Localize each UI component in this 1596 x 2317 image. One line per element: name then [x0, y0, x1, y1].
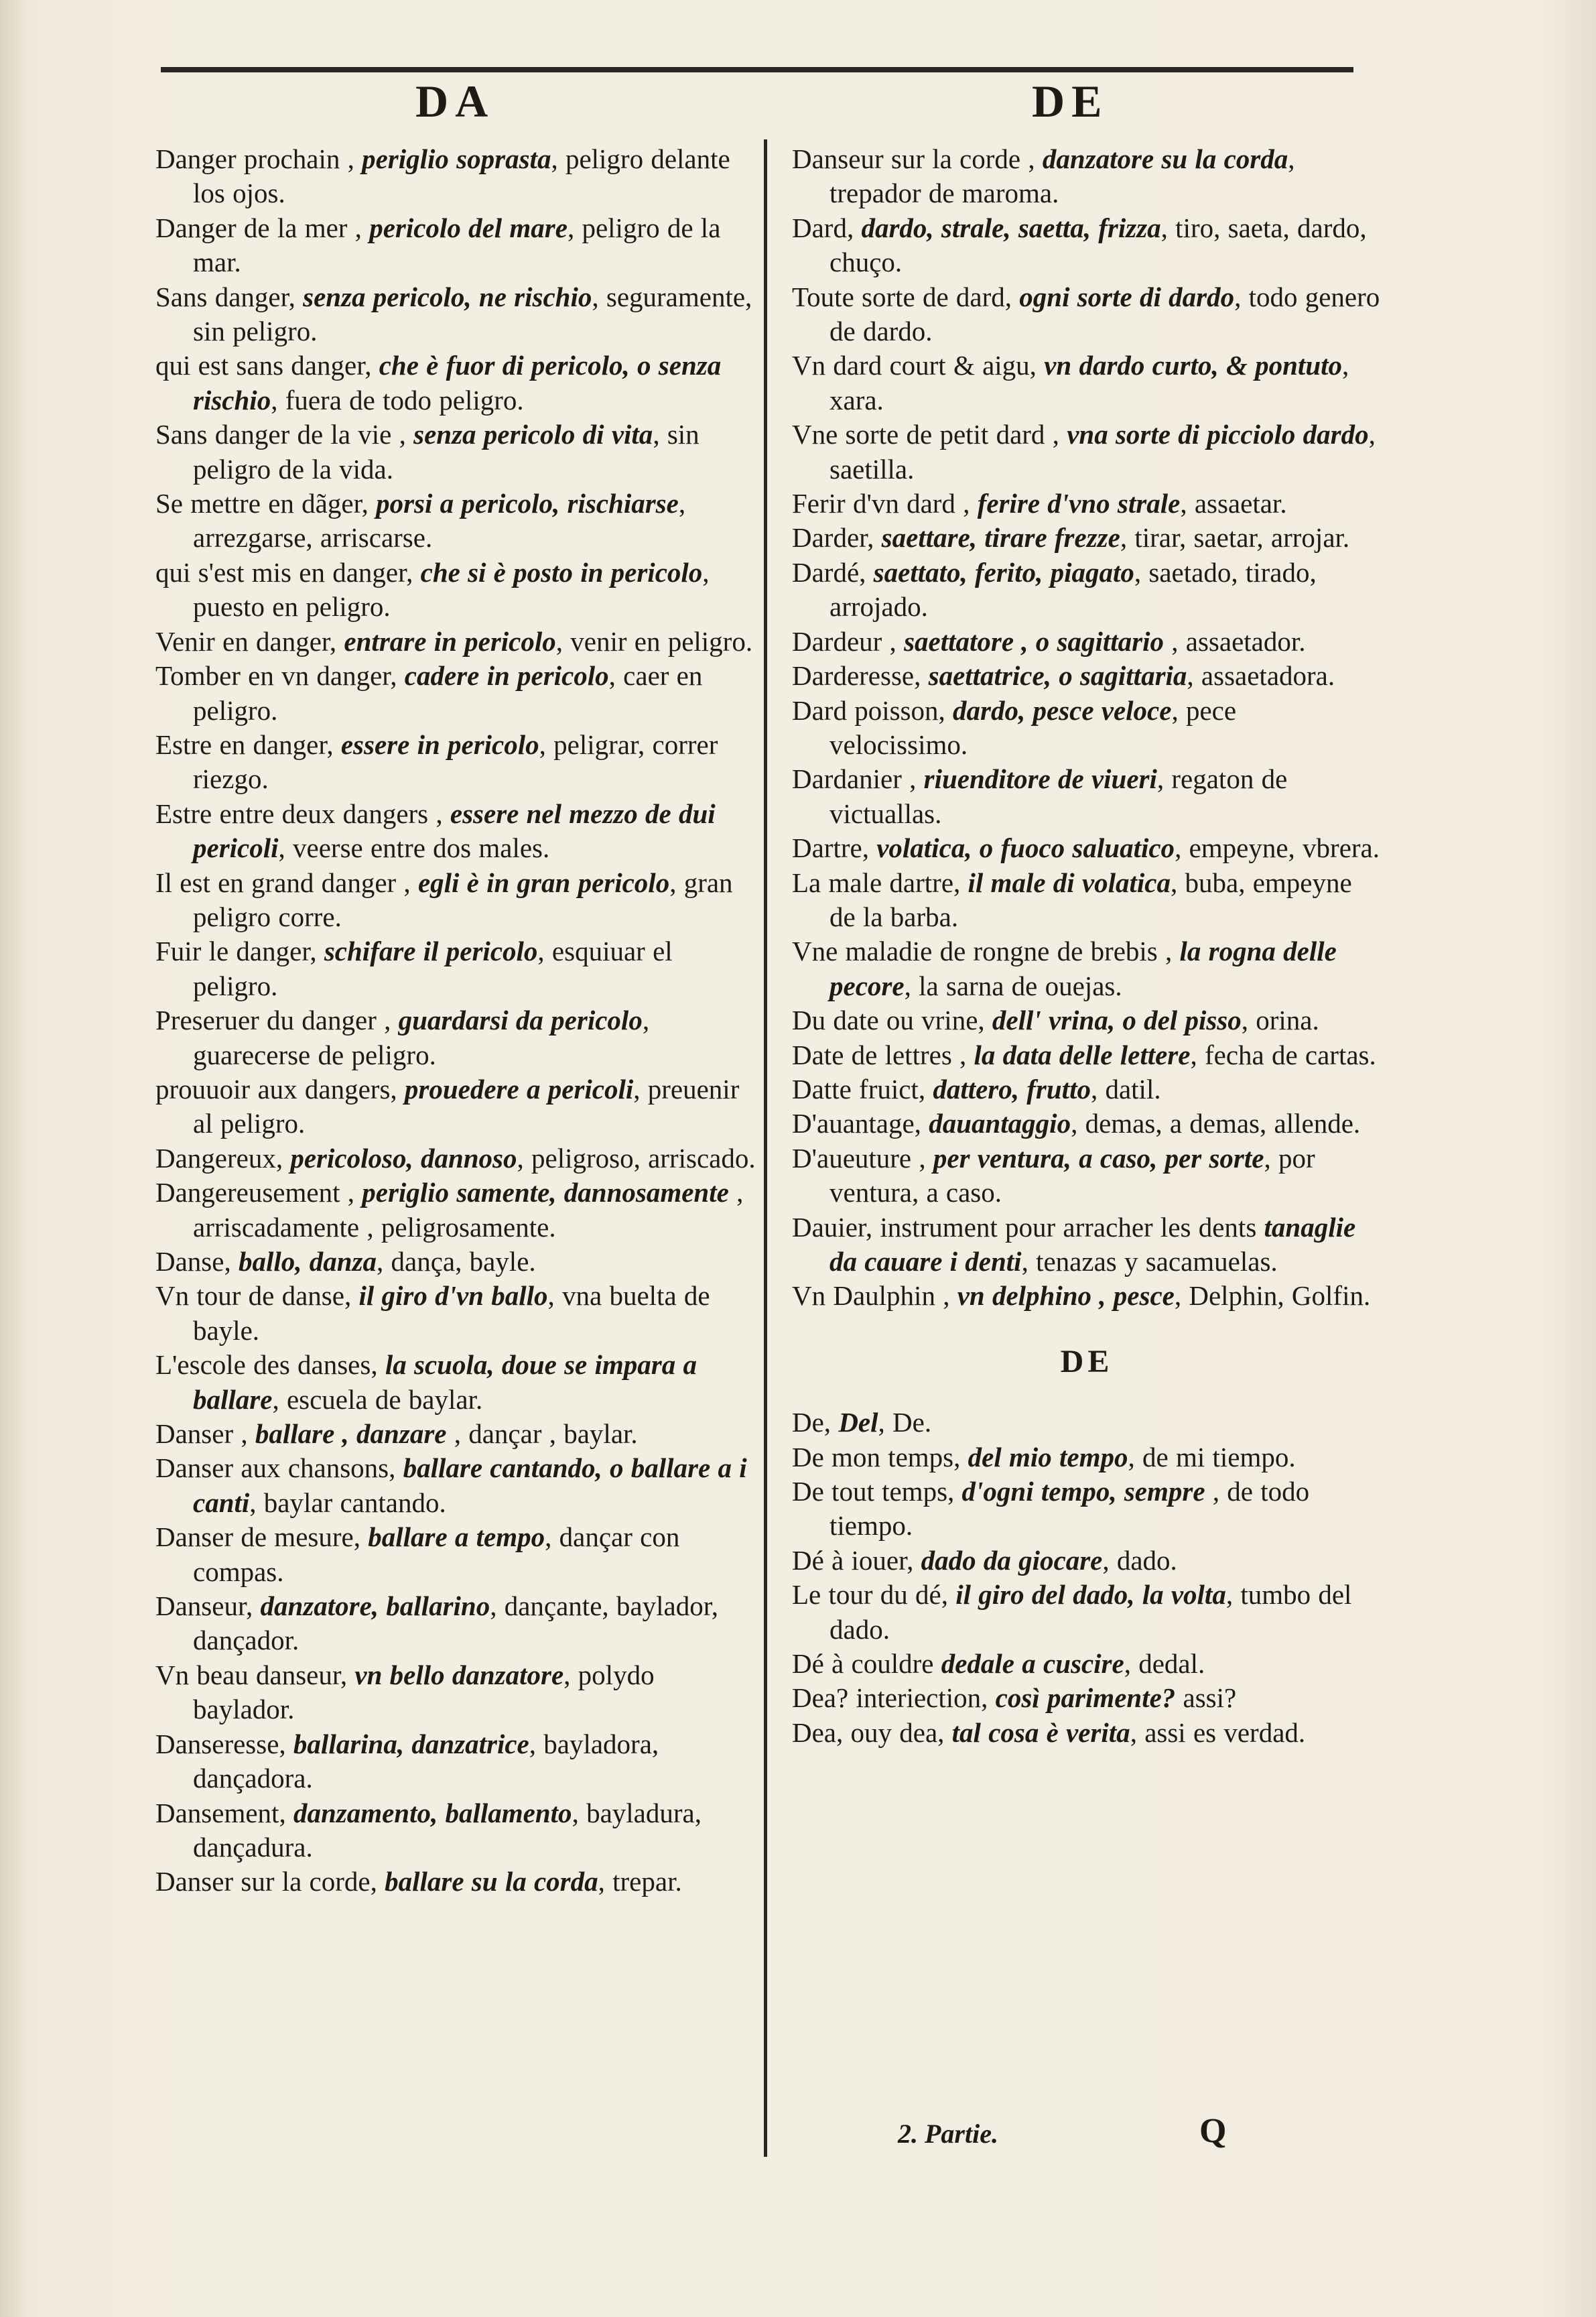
entry-italian: il male di volatica	[968, 867, 1171, 898]
entry-french: Dé à couldre	[792, 1648, 941, 1680]
entry-spanish: , polydo baylador.	[193, 1659, 655, 1725]
entry-italian: ferire d'vno strale	[977, 488, 1181, 519]
entry-italian: che è fuor di pericolo, o senza rischio	[193, 350, 722, 416]
dictionary-entry	[792, 1647, 1382, 1681]
entry-spanish: , dado.	[1102, 1544, 1177, 1576]
entry-spanish: , assaetar.	[1180, 488, 1287, 519]
dictionary-entry	[792, 1578, 1382, 1647]
entry-french: Vn tour de danse,	[155, 1280, 359, 1312]
entry-italian: così parimente?	[995, 1682, 1176, 1714]
dictionary-entry	[155, 1003, 758, 1072]
entry-spanish: , fecha de cartas.	[1190, 1039, 1376, 1070]
entry-italian: riuenditore de viueri	[923, 763, 1157, 795]
entry-spanish: , dedal.	[1124, 1648, 1205, 1680]
entry-italian: la scuola, doue se impara a ballare	[193, 1349, 697, 1415]
dictionary-entry	[155, 1279, 758, 1348]
entry-italian: periglio samente, dannosamente	[362, 1177, 729, 1208]
entry-french: Danser ,	[155, 1418, 255, 1450]
dictionary-entry	[792, 349, 1382, 418]
entry-spanish: , pece velocissimo.	[829, 694, 1237, 760]
entry-french: Sans danger de la vie ,	[155, 419, 414, 450]
entry-french: Venir en danger,	[155, 625, 344, 657]
dictionary-entry	[792, 521, 1382, 555]
entry-french: Estre en danger,	[155, 729, 341, 760]
entry-french: qui est sans danger,	[155, 350, 379, 381]
entry-italian: essere nel mezzo de dui pericoli	[193, 798, 716, 864]
entry-french: Danser aux chansons,	[155, 1452, 403, 1484]
entry-italian: dell' vrina, o del pisso	[992, 1005, 1242, 1036]
entry-french: Danseur,	[155, 1590, 261, 1622]
entry-italian: dattero, frutto	[933, 1073, 1091, 1105]
dictionary-entry	[792, 556, 1382, 625]
dictionary-entry	[155, 1589, 758, 1658]
entry-italian: ballare cantando, o ballare a i canti	[193, 1452, 747, 1518]
entry-italian: cadere in pericolo	[404, 660, 609, 692]
entry-spanish: , de mi tiempo.	[1128, 1441, 1296, 1473]
dictionary-entry	[155, 1245, 758, 1279]
left-column	[155, 142, 758, 1899]
entry-french: Danseresse,	[155, 1728, 293, 1759]
dictionary-entry	[155, 280, 758, 349]
dictionary-entry	[792, 1038, 1382, 1072]
entry-italian: d'ogni tempo, sempre	[961, 1476, 1205, 1507]
dictionary-entry	[155, 142, 758, 211]
entry-italian: periglio soprasta	[362, 143, 551, 174]
entry-italian: essere in pericolo	[340, 729, 539, 760]
entry-italian: senza pericolo di vita	[413, 419, 653, 450]
entry-french: Darderesse,	[792, 660, 929, 692]
entry-italian: saettare, tirare frezze	[881, 522, 1120, 554]
entry-spanish: , sin peligro de la vida.	[193, 419, 700, 485]
entry-spanish: , tumbo del dado.	[829, 1579, 1352, 1645]
entry-italian: vn delphino , pesce	[957, 1280, 1175, 1312]
entry-french: Dardeur ,	[792, 625, 905, 657]
dictionary-entry	[155, 1727, 758, 1796]
entry-spanish: , dançar con compas.	[193, 1521, 680, 1587]
dictionary-entry	[155, 659, 758, 728]
de-entries	[792, 1405, 1382, 1750]
entry-french: Du date ou vrine,	[792, 1005, 992, 1036]
entry-italian: tal cosa è verita	[951, 1716, 1130, 1748]
entry-italian: ballare , danzare	[255, 1418, 447, 1450]
entry-spanish: , caer en peligro.	[193, 660, 703, 726]
entry-french: Vne maladie de rongne de brebis ,	[792, 936, 1180, 967]
right-entries	[792, 142, 1382, 1314]
entry-spanish: , preuenir al peligro.	[193, 1073, 740, 1139]
entry-spanish: , vna buelta de bayle.	[193, 1280, 710, 1346]
entry-spanish: , venir en peligro.	[555, 625, 753, 657]
entry-french: Toute sorte de dard,	[792, 281, 1020, 312]
entry-spanish: , la sarna de ouejas.	[904, 970, 1122, 1001]
entry-french: Sans danger,	[155, 281, 304, 312]
entry-italian: la rogna delle pecore	[829, 936, 1337, 1001]
dictionary-entry	[155, 487, 758, 556]
entry-spanish: , trepar.	[598, 1866, 682, 1897]
entry-italian: per ventura, a caso, per sorte	[933, 1142, 1264, 1174]
column-divider	[764, 139, 767, 2157]
entry-italian: Del	[838, 1407, 878, 1438]
dictionary-entry	[155, 797, 758, 866]
entry-italian: danzamento, ballamento	[293, 1797, 572, 1828]
entry-italian: dedale a cuscire	[941, 1648, 1124, 1680]
entry-french: Vn beau danseur,	[155, 1659, 355, 1690]
dictionary-entry	[155, 211, 758, 280]
dictionary-entry	[792, 762, 1382, 831]
entry-french: Dardé,	[792, 556, 874, 588]
entry-italian: prouedere a pericoli	[404, 1073, 634, 1105]
entry-spanish: , peligro de la mar.	[193, 212, 721, 278]
entry-italian: pericolo del mare	[369, 212, 568, 243]
entry-spanish: , datil.	[1090, 1073, 1161, 1105]
entry-spanish: , baylar cantando.	[249, 1487, 446, 1518]
entry-spanish: , xara.	[829, 350, 1349, 416]
entry-spanish: , escuela de baylar.	[272, 1383, 483, 1415]
entry-italian: vn dardo curto, & pontuto	[1044, 350, 1343, 381]
entry-italian: ogni sorte di dardo	[1019, 281, 1235, 312]
running-head-right: DE	[1032, 76, 1109, 127]
dictionary-entry	[792, 1141, 1382, 1210]
right-column	[792, 142, 1382, 1750]
entry-italian: danzatore su la corda	[1042, 143, 1288, 174]
entry-french: D'aueuture ,	[792, 1142, 933, 1174]
entry-spanish: , De.	[878, 1407, 932, 1438]
entry-italian: vna sorte di picciolo dardo	[1067, 419, 1369, 450]
entry-spanish: , seguramente, sin peligro.	[193, 281, 752, 347]
dictionary-entry	[155, 1141, 758, 1176]
entry-spanish: , orina.	[1241, 1005, 1319, 1036]
entry-italian: il giro d'vn ballo	[358, 1280, 548, 1312]
entry-spanish: , buba, empeyne de la barba.	[829, 867, 1352, 932]
entry-italian: la data delle lettere	[974, 1039, 1191, 1070]
entry-spanish: , gran peligro corre.	[193, 867, 733, 932]
catchword: Q	[1199, 2112, 1227, 2150]
entry-french: Dauier, instrument pour arracher les dents	[792, 1211, 1264, 1243]
dictionary-entry	[792, 1279, 1382, 1313]
entry-italian: saettatore , o sagittario	[904, 625, 1165, 657]
dictionary-entry	[155, 1520, 758, 1589]
entry-french: Date de lettres ,	[792, 1039, 974, 1070]
entry-spanish: , tirar, saetar, arrojar.	[1120, 522, 1350, 554]
dictionary-entry	[155, 1072, 758, 1141]
entry-french: Datte fruict,	[792, 1073, 933, 1105]
entry-spanish: , assi es verdad.	[1130, 1716, 1306, 1748]
dictionary-entry	[155, 1865, 758, 1899]
dictionary-entry	[155, 349, 758, 418]
entry-italian: saettato, ferito, piagato	[873, 556, 1134, 588]
entry-french: Danser sur la corde,	[155, 1866, 385, 1897]
entry-spanish: , guarecerse de peligro.	[193, 1005, 650, 1070]
entry-french: Vn Daulphin ,	[792, 1280, 957, 1312]
entry-french: Fuir le danger,	[155, 936, 324, 967]
dictionary-entry	[155, 934, 758, 1003]
dictionary-entry	[155, 728, 758, 797]
entry-italian: volatica, o fuoco saluatico	[876, 832, 1175, 864]
entry-french: Danser de mesure,	[155, 1521, 369, 1553]
header-rule	[161, 67, 1353, 72]
entry-french: Danger de la mer ,	[155, 212, 370, 243]
entry-french: Tomber en vn danger,	[155, 660, 405, 692]
entry-spanish: , demas, a demas, allende.	[1071, 1108, 1361, 1139]
entry-italian: dardo, pesce veloce	[953, 694, 1172, 726]
entry-french: Danger prochain ,	[155, 143, 362, 174]
dictionary-entry	[792, 1405, 1382, 1440]
entry-italian: del mio tempo	[968, 1441, 1128, 1473]
entry-spanish: , tenazas y sacamuelas.	[1021, 1246, 1278, 1277]
entry-spanish: , assaetadora.	[1187, 660, 1335, 692]
entry-spanish: , trepador de maroma.	[829, 143, 1295, 209]
dictionary-entry	[792, 659, 1382, 693]
entry-french: Se mettre en dãger,	[155, 488, 377, 519]
signature-mark: 2. Partie.	[898, 2119, 998, 2149]
entry-french: Ferir d'vn dard ,	[792, 488, 978, 519]
entry-french: qui s'est mis en danger,	[155, 556, 421, 588]
entry-spanish: , arriscadamente , peligrosamente.	[193, 1177, 744, 1243]
dictionary-entry	[792, 1681, 1382, 1715]
entry-spanish: , veerse entre dos males.	[278, 832, 550, 864]
dictionary-entry	[792, 280, 1382, 349]
entry-italian: dauantaggio	[929, 1108, 1071, 1139]
dictionary-entry	[155, 418, 758, 487]
entry-spanish: , fuera de todo peligro.	[271, 384, 524, 416]
dictionary-entry	[792, 1003, 1382, 1038]
entry-spanish: , assaetador.	[1164, 625, 1306, 657]
entry-french: Il est en grand danger ,	[155, 867, 418, 898]
entry-french: Dard,	[792, 212, 862, 243]
entry-spanish: , saetilla.	[829, 419, 1376, 485]
dictionary-entry	[792, 418, 1382, 487]
dictionary-entry	[792, 142, 1382, 211]
entry-french: La male dartre,	[792, 867, 968, 898]
dictionary-entry	[792, 1107, 1382, 1141]
entry-spanish: , tiro, saeta, dardo, chuço.	[829, 212, 1367, 278]
entry-french: Dé à iouer,	[792, 1544, 921, 1576]
dictionary-entry	[792, 625, 1382, 659]
entry-italian: vn bello danzatore	[354, 1659, 564, 1690]
entry-italian: pericoloso, dannoso	[290, 1142, 517, 1174]
entry-spanish: , peligro delante los ojos.	[193, 143, 730, 209]
dictionary-entry	[155, 556, 758, 625]
entry-spanish: , por ventura, a caso.	[829, 1142, 1315, 1208]
entry-spanish: , puesto en peligro.	[193, 556, 710, 623]
entry-french: Dansement,	[155, 1797, 293, 1828]
entry-spanish: , dançante, baylador, dançador.	[193, 1590, 718, 1656]
entry-spanish: , empeyne, vbrera.	[1175, 832, 1380, 864]
dictionary-entry	[792, 1544, 1382, 1578]
entry-spanish: , saetado, tirado, arrojado.	[829, 556, 1317, 623]
entry-italian: ballare su la corda	[385, 1866, 598, 1897]
entry-french: Preseruer du danger ,	[155, 1005, 399, 1036]
dictionary-entry	[792, 934, 1382, 1003]
entry-french: Danse,	[155, 1246, 239, 1277]
entry-french: Le tour du dé,	[792, 1579, 956, 1611]
entry-french: De tout temps,	[792, 1476, 962, 1507]
entry-french: Danseur sur la corde ,	[792, 143, 1043, 174]
entry-italian: porsi a pericolo, rischiarse	[376, 488, 679, 519]
entry-spanish: , bayladura, dançadura.	[193, 1797, 702, 1863]
running-head-left: DA	[415, 76, 495, 127]
entry-french: Darder,	[792, 522, 882, 554]
entry-italian: egli è in gran pericolo	[417, 867, 670, 898]
dictionary-entry	[155, 1348, 758, 1417]
entry-french: Vne sorte de petit dard ,	[792, 419, 1067, 450]
entry-italian: tanaglie da cauare i denti	[829, 1211, 1356, 1277]
dictionary-entry	[792, 1210, 1382, 1279]
entry-french: D'auantage,	[792, 1108, 929, 1139]
entry-french: L'escole des danses,	[155, 1349, 385, 1381]
entry-spanish: , bayladora, dançadora.	[193, 1728, 659, 1794]
entry-spanish: , dançar , baylar.	[446, 1418, 638, 1450]
entry-italian: che si è posto in pericolo	[420, 556, 703, 588]
entry-french: Estre entre deux dangers ,	[155, 798, 450, 829]
entry-italian: ballo, danza	[238, 1246, 377, 1277]
dictionary-entry	[792, 1475, 1382, 1544]
entry-french: De,	[792, 1407, 839, 1438]
entry-italian: dardo, strale, saetta, frizza	[861, 212, 1161, 243]
dictionary-entry	[792, 487, 1382, 521]
entry-italian: guardarsi da pericolo	[398, 1005, 643, 1036]
entry-italian: saettatrice, o sagittaria	[928, 660, 1187, 692]
entry-spanish: , esquiuar el peligro.	[193, 936, 673, 1001]
entry-french: Dangereux,	[155, 1142, 291, 1174]
dictionary-entry	[792, 211, 1382, 280]
dictionary-entry	[155, 1658, 758, 1727]
dictionary-entry	[792, 1440, 1382, 1475]
entry-spanish: , dança, bayle.	[377, 1246, 536, 1277]
dictionary-entry	[792, 831, 1382, 865]
entry-italian: ballarina, danzatrice	[293, 1728, 529, 1759]
dictionary-entry	[155, 1796, 758, 1865]
entry-italian: schifare il pericolo	[324, 936, 538, 967]
entry-spanish: , arrezgarse, arriscarse.	[193, 488, 686, 554]
entry-italian: danzatore, ballarino	[260, 1590, 490, 1622]
entry-french: Dardanier ,	[792, 763, 924, 795]
dictionary-entry	[155, 1176, 758, 1245]
dictionary-entry	[155, 1451, 758, 1520]
dictionary-entry	[155, 1417, 758, 1451]
entry-spanish: , de todo tiempo.	[829, 1476, 1310, 1542]
entry-spanish: , peligroso, arriscado.	[517, 1142, 756, 1174]
dictionary-entry	[792, 1716, 1382, 1750]
entry-spanish: , Delphin, Golfin.	[1174, 1280, 1371, 1312]
entry-italian: il giro del dado, la volta	[955, 1579, 1226, 1611]
dictionary-entry	[792, 866, 1382, 935]
dictionary-entry	[155, 866, 758, 935]
section-heading: DE	[1060, 1343, 1114, 1379]
entry-french: Dard poisson,	[792, 694, 953, 726]
entry-spanish: assi?	[1175, 1682, 1237, 1714]
dictionary-entry	[155, 625, 758, 659]
entry-french: Dangereusement ,	[155, 1177, 362, 1208]
entry-italian: senza pericolo, ne rischio	[303, 281, 592, 312]
entry-spanish: , regaton de victuallas.	[829, 763, 1288, 829]
entry-french: De mon temps,	[792, 1441, 968, 1473]
entry-french: Dea? interiection,	[792, 1682, 996, 1714]
dictionary-entry	[792, 1072, 1382, 1107]
entry-french: Vn dard court & aigu,	[792, 350, 1045, 381]
entry-french: Dartre,	[792, 832, 877, 864]
entry-french: prouuoir aux dangers,	[155, 1073, 405, 1105]
dictionary-entry	[792, 694, 1382, 763]
entry-spanish: , peligrar, correr riezgo.	[193, 729, 718, 795]
entry-italian: entrare in pericolo	[344, 625, 556, 657]
entry-italian: ballare a tempo	[368, 1521, 545, 1553]
entry-french: Dea, ouy dea,	[792, 1716, 952, 1748]
entry-spanish: , todo genero de dardo.	[829, 281, 1380, 347]
entry-italian: dado da giocare	[921, 1544, 1103, 1576]
